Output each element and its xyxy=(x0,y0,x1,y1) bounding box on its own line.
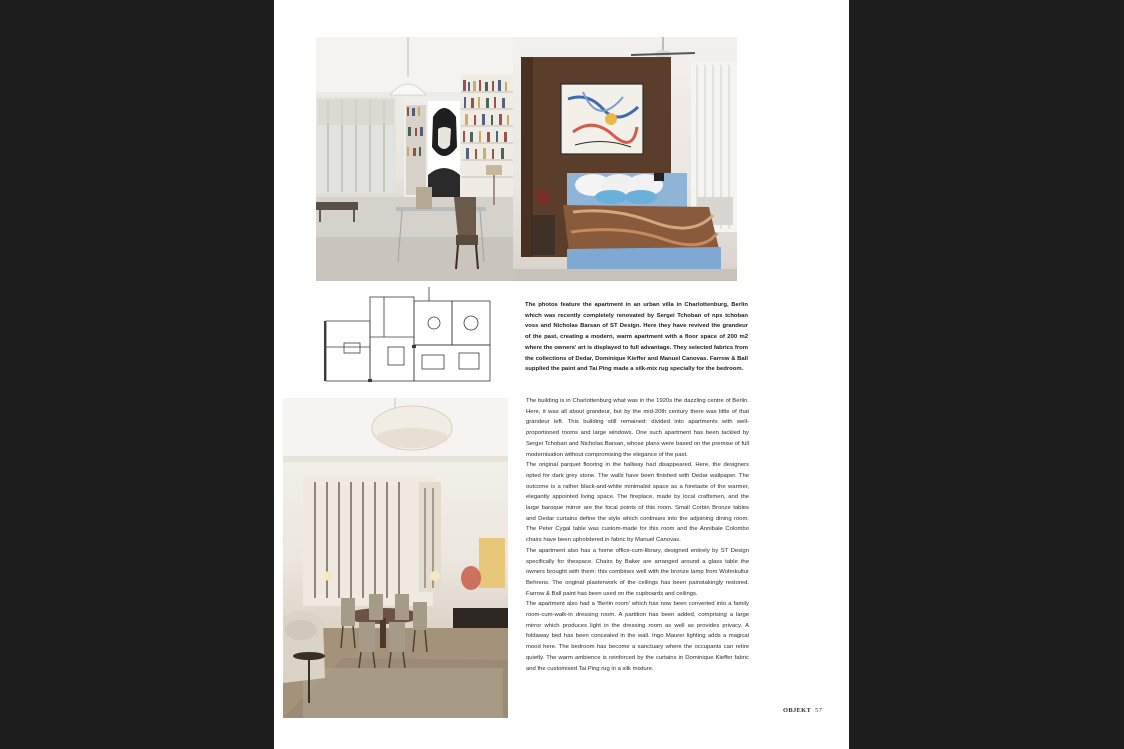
dining-illustration xyxy=(283,398,508,718)
page-footer xyxy=(783,707,822,714)
dining-room-photo xyxy=(283,398,508,718)
article-paragraph: The apartment also had a 'Berlin room' which has now been converted into a family room-cum-walk-in dressing room. A partition has been added, comprising a large mirror which produces light in the dressing room as well as provides privacy. A foldaway bed has been concealed in the wall. Ingo Maurer lighting adds a magical mood here. The bedroom has become a sanctuary where the occupants can retire quietly. The warm ambience is reinforced by the curtains in Dominique Kieffer fabric and the customised Tai Ping rug in a silk mixture. xyxy=(526,601,749,672)
study-photo xyxy=(316,37,513,281)
floor-plan xyxy=(324,287,492,383)
article-paragraph: The original parquet flooring in the hallway had disappeared. Here, the designers opted for dark grey stone. The walls have been finished with Dedar wallpaper. The outcome is a rather black-and-white minimalist space as a foretaste of the warmer, elegantly appointed living space. The fireplace, made by local craftsmen, and the large baroque mirror are the focal points of this room. Small Corbin Bronze tables and Dedar curtains define the style which continues into the adjoining dining room. The Peter Cygal table was custom-made for this room and the Annibale Colombo chairs have been upholstered in fabric by Manuel Canovas. xyxy=(526,462,749,544)
bedroom-photo xyxy=(513,37,737,281)
study-illustration xyxy=(316,37,513,281)
article-paragraph: The building is in Charlottenburg what was in the 1920s the dazzling centre of Berlin. Here, it was all about grandeur, but by the mid-20th century there was little of that grandeur left. This building still remained: divided into apartments with well-proportioned rooms and large windows. One such apartment has been tackled by Sergei Tchoban and Nicholas Barsan, whose plans were based on the premise of full modernisation without compromising the elegance of the past. xyxy=(526,398,749,458)
article-paragraph: The apartment also has a home office-cum-library, designed entirely by ST Design specifically for thespace. Chairs by Baker are arranged around a glass table the owners brought with them; this combines well with the bronze lamp from Wohnkultur Behrens. The original plasterwork of the ceilings has been painstakingly restored. Farrow & Ball paint has been used on the cupboards and ceilings. xyxy=(526,547,749,597)
publication-name: OBJEKT xyxy=(783,707,812,714)
article-body xyxy=(526,396,749,674)
page-number: 57 xyxy=(815,707,823,714)
bedroom-illustration xyxy=(513,37,737,281)
photo-caption: The photos feature the apartment in an urban villa in Charlottenburg, Berlin which was recently completely renovated by Sergei Tchoban of nps tchoban voss and Nicholas Barsan of ST Design. Here they have revived the grandeur of the past, creating a modern, warm apartment with a floor space of 200 m2 where the owners' art is displayed to full advantage. They selected fabrics from the collections of Dedar, Dominique Kieffer and Manuel Canovas. Farrow & Ball supplied the paint and Tai Ping made a silk-mix rug specially for the bedroom. xyxy=(525,302,748,373)
